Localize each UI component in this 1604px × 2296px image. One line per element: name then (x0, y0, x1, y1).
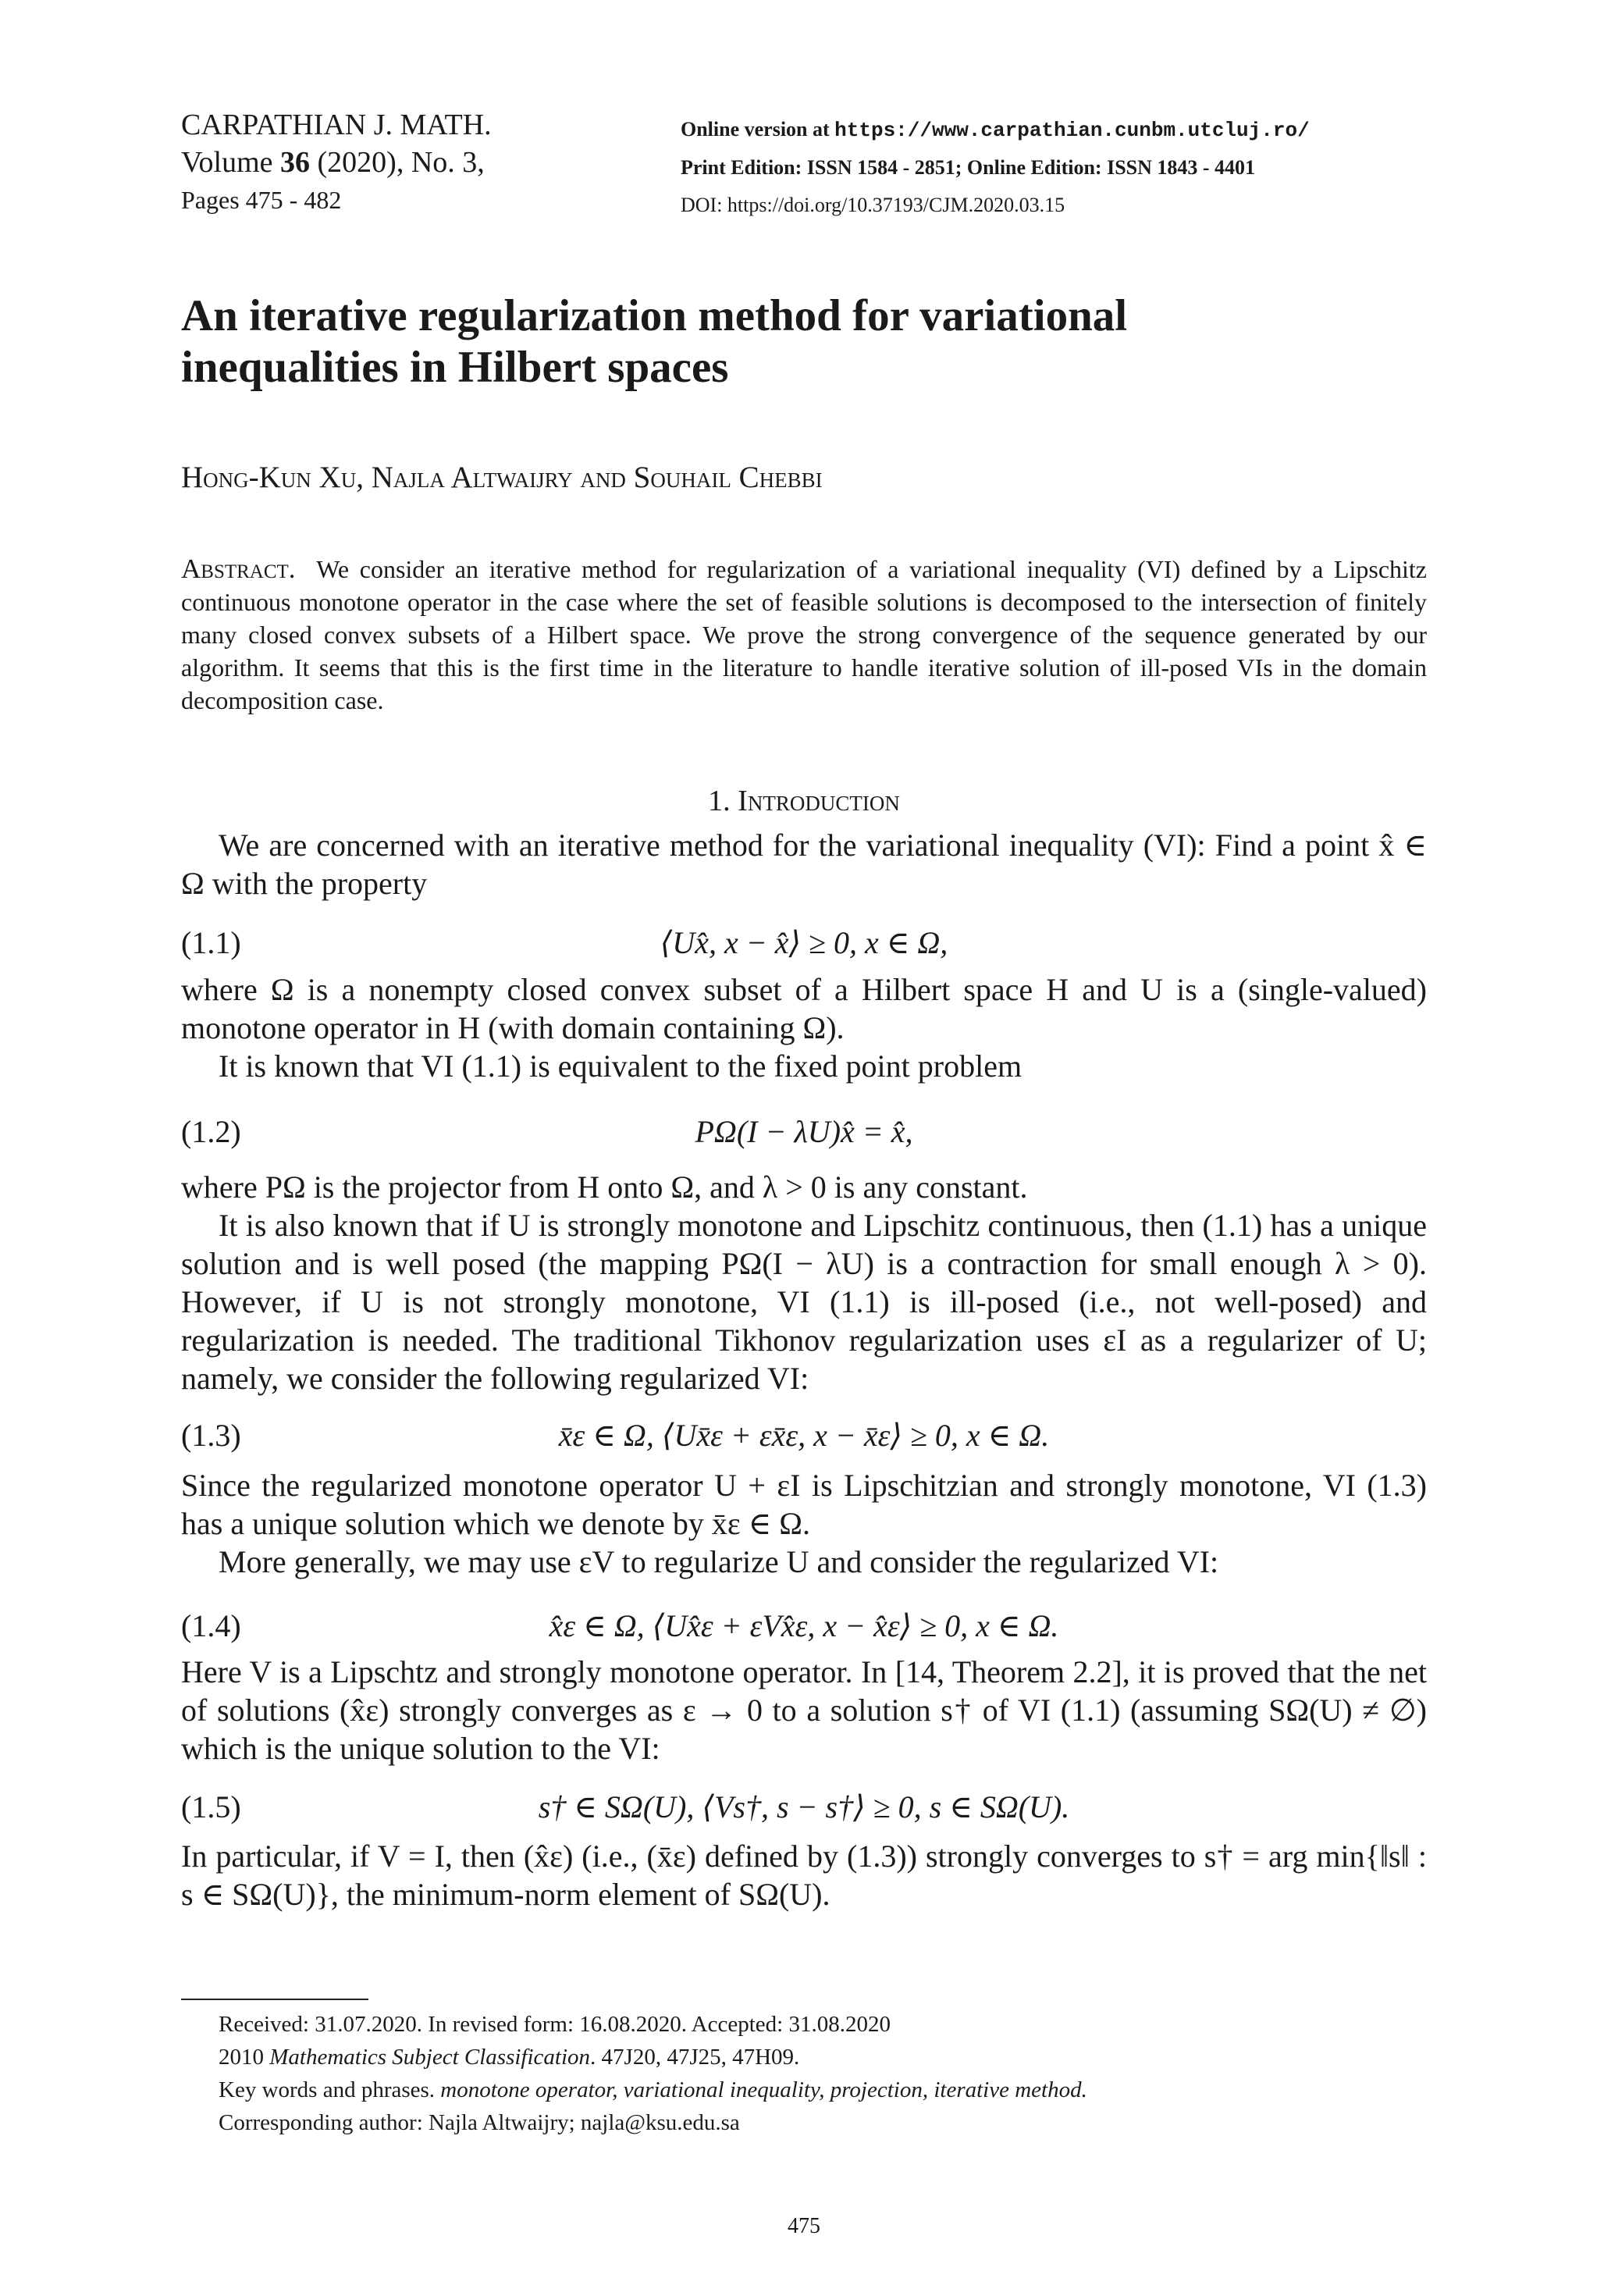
equation-number: (1.4) (181, 1608, 241, 1643)
page-number: 475 (788, 2214, 820, 2238)
journal-volume: Volume 36 (2020), No. 3, (181, 146, 485, 179)
equation-1-5 (181, 1788, 1427, 1827)
equation-math: s† ∈ SΩ(U), ⟨Vs†, s − s†⟩ ≥ 0, s ∈ SΩ(U). (538, 1789, 1070, 1824)
equation-1-1 (181, 924, 1427, 963)
paragraph-4: where PΩ is the projector from H onto Ω, and λ > 0 is any constant. (181, 1169, 1028, 1205)
received-dates: Received: 31.07.2020. In revised form: 16.08.2020. Accepted: 31.08.2020 (219, 2012, 891, 2037)
equation-math: PΩ(I − λU)x̂ = x̂, (695, 1114, 913, 1149)
footnote-rule (181, 1999, 368, 2000)
equation-1-4 (181, 1607, 1427, 1646)
equation-1-2 (181, 1112, 1427, 1152)
equation-number: (1.2) (181, 1114, 241, 1149)
journal-pages: Pages 475 - 482 (181, 186, 342, 214)
section-heading: 1. Introduction (708, 785, 900, 817)
equation-math: x̄ε ∈ Ω, ⟨Ux̄ε + εx̄ε, x − x̄ε⟩ ≥ 0, x ∈ Ω. (558, 1418, 1050, 1453)
paper-title: An iterative regularization method for variational inequalities in Hilbert spaces (181, 291, 1128, 392)
paragraph-3: It is known that VI (1.1) is equivalent to the fixed point problem (219, 1048, 1023, 1084)
paper-authors: Hong-Kun Xu, Najla Altwaijry and Souhail Chebbi (181, 461, 823, 494)
publication-info (681, 111, 1310, 224)
equation-number: (1.5) (181, 1789, 241, 1824)
doi-link[interactable]: DOI: https://doi.org/10.37193/CJM.2020.03.15 (681, 194, 1065, 216)
msc-classification: 2010 Mathematics Subject Classification. 47J20, 47J25, 47H09. (219, 2045, 800, 2070)
online-url-link[interactable]: https://www.carpathian.cunbm.utcluj.ro/ (834, 119, 1310, 142)
paragraph-1: We are concerned with an iterative method for the variational inequality (VI): Find a point x̂ ∈ Ω with the property (181, 828, 1427, 901)
equation-number: (1.1) (181, 925, 241, 960)
online-version: Online version at https://www.carpathian.cunbm.utcluj.ro/ (681, 118, 1310, 142)
keywords: Key words and phrases. monotone operator, variational inequality, projection, iterative method. (219, 2077, 1087, 2102)
paragraph-6: Since the regularized monotone operator U + εI is Lipschitzian and strongly monotone, VI (1.3) has a unique solution which we denote by x̄ε ∈ Ω. (181, 1468, 1427, 1541)
abstract-text: We consider an iterative method for regularization of a variational inequality (VI) defined by a Lipschitz continuous monotone operator in the case where the set of feasible solutions is decomposed to the intersection of finitely many closed convex subsets of a Hilbert space. We prove the strong convergence of the sequence generated by our algorithm. It seems that this is the first time in the literature to handle iterative solution of ill-posed VIs in the domain decomposition case. (181, 555, 1428, 714)
issn-line: Print Edition: ISSN 1584 - 2851; Online Edition: ISSN 1843 - 4401 (681, 156, 1256, 179)
paragraph-2: where Ω is a nonempty closed convex subset of a Hilbert space H and U is a (single-valued) monotone operator in H (with domain containing Ω). (181, 972, 1427, 1045)
footnotes (219, 2008, 1427, 2139)
paragraph-7: More generally, we may use εV to regularize U and consider the regularized VI: (219, 1544, 1219, 1579)
abstract (181, 553, 1427, 717)
paragraph-5: It is also known that if U is strongly monotone and Lipschitz continuous, then (1.1) has a unique solution and is well posed (the mapping PΩ(I − λU) is a contraction for small enough λ > 0). However, if U is not strongly monotone, VI (1.1) is ill-posed (i.e., not well-posed) and regularization is needed. The traditional Tikhonov regularization uses εI as a regularizer of U; namely, we consider the following regularized VI: (181, 1208, 1427, 1396)
abstract-label: Abstract. (181, 554, 296, 584)
corresponding-author: Corresponding author: Najla Altwaijry; najla@ksu.edu.sa (219, 2110, 740, 2135)
equation-1-3 (181, 1416, 1427, 1455)
journal-name: CARPATHIAN J. MATH. (181, 109, 492, 141)
journal-header (181, 106, 492, 219)
equation-math: ⟨Ux̂, x − x̂⟩ ≥ 0, x ∈ Ω, (660, 925, 948, 960)
paragraph-8: Here V is a Lipschtz and strongly monotone operator. In [14, Theorem 2.2], it is proved that the net of solutions (x̂ε) strongly converges as ε → 0 to a solution s† of VI (1.1) (assuming SΩ(U) ≠ ∅) which is the unique solution to the VI: (181, 1654, 1427, 1766)
equation-math: x̂ε ∈ Ω, ⟨Ux̂ε + εVx̂ε, x − x̂ε⟩ ≥ 0, x ∈ Ω. (549, 1608, 1059, 1643)
paragraph-9: In particular, if V = I, then (x̂ε) (i.e., (x̄ε) defined by (1.3)) strongly converges to s† = arg min{‖s‖ : s ∈ SΩ(U)}, the minimum-norm element of SΩ(U). (181, 1839, 1427, 1912)
equation-number: (1.3) (181, 1418, 241, 1453)
